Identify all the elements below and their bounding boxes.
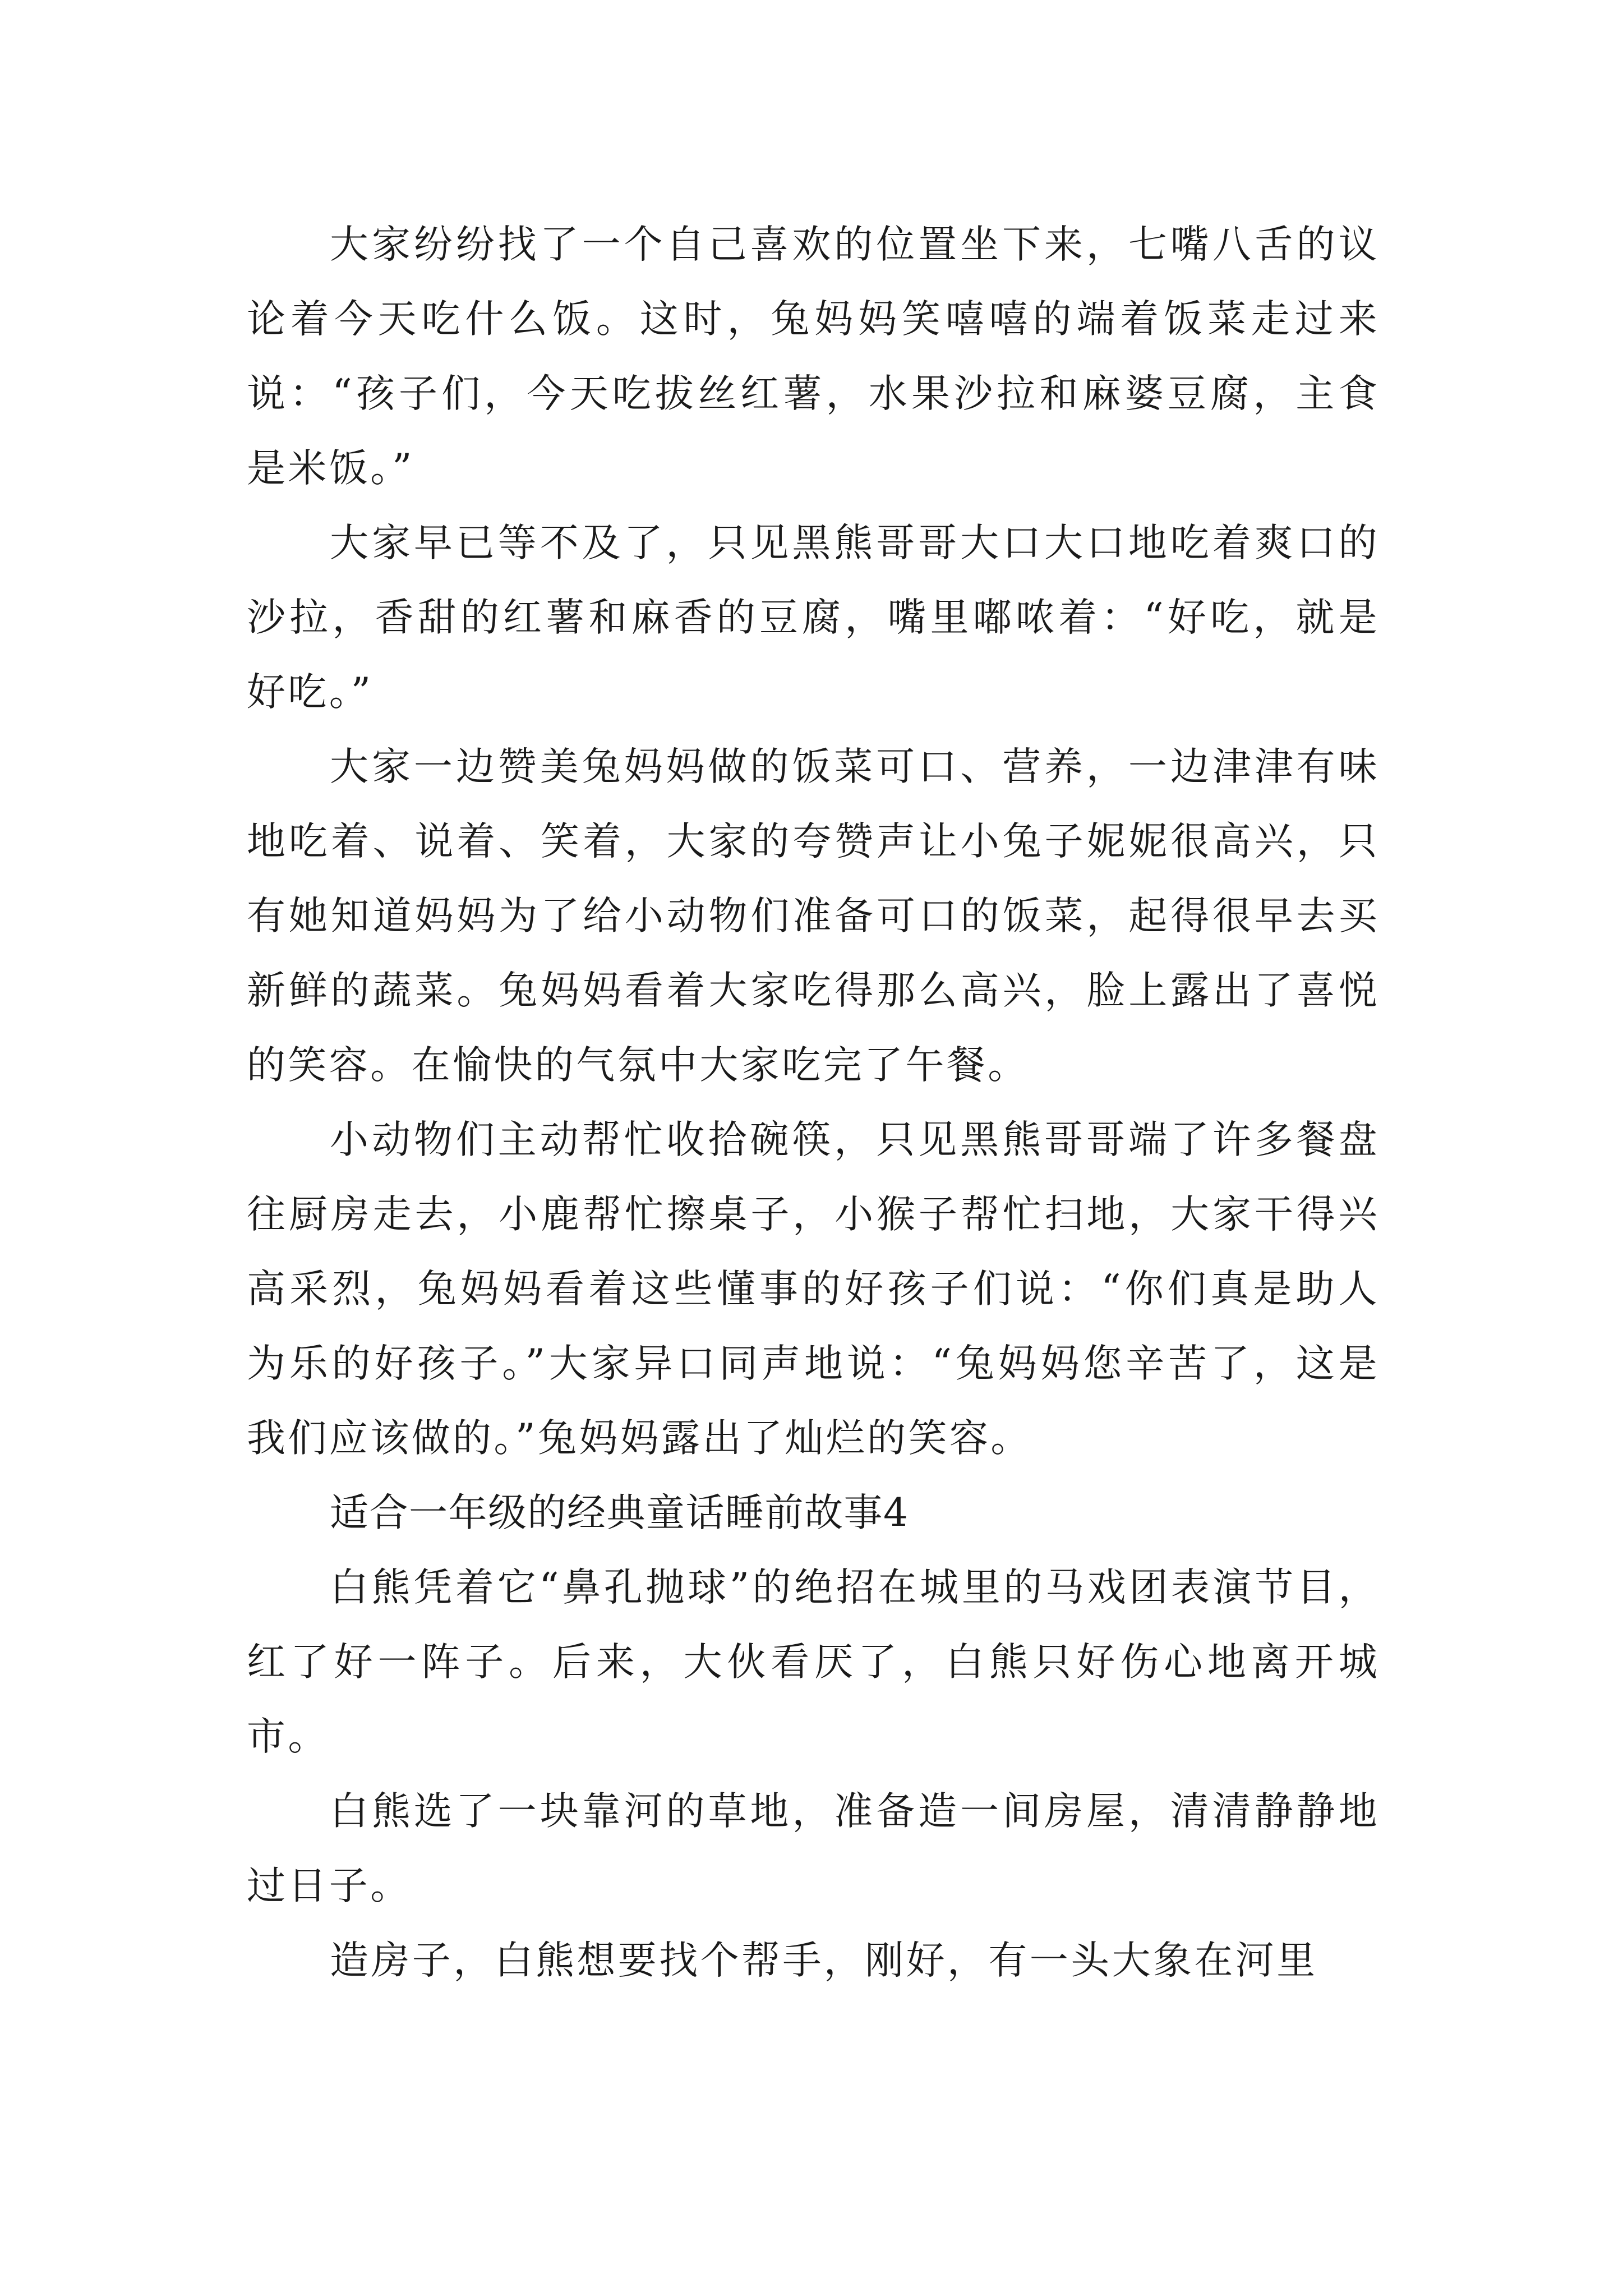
paragraph-praise: 大家一边赞美兔妈妈做的饭菜可口、营养，一边津津有味地吃着、说着、笑着，大家的夸赞声让小兔子妮妮很高兴，只有她知道妈妈为了给小动物们准备可口的饭菜，起得很早去买新鲜的蔬菜。兔妈妈看着大家吃得那么高兴，脸上露出了喜悦的笑容。在愉快的气氛中大家吃完了午餐。 [247,744,1380,1088]
paragraph-white-bear-helper: 造房子，白熊想要找个帮手，刚好，有一头大象在河里 [330,1938,1318,1983]
paragraph-white-bear-house: 白熊选了一块靠河的草地，准备造一间房屋，清清静静地过日子。 [247,1789,1380,1908]
paragraph-seating: 大家纷纷找了一个自己喜欢的位置坐下来，七嘴八舌的议论着今天吃什么饭。这时，兔妈妈笑嘻嘻的端着饭菜走过来说：“孩子们，今天吃拔丝红薯，水果沙拉和麻婆豆腐，主食是米饭。” [247,222,1380,491]
paragraph-white-bear-circus: 白熊凭着它“鼻孔抛球”的绝招在城里的马戏团表演节目，红了好一阵子。后来，大伙看厌了，白熊只好伤心地离开城市。 [247,1565,1380,1759]
document-body [247,208,1380,1998]
paragraph-eating: 大家早已等不及了，只见黑熊哥哥大口大口地吃着爽口的沙拉，香甜的红薯和麻香的豆腐，嘴里嘟哝着：“好吃，就是好吃。” [247,521,1380,715]
section-heading: 适合一年级的经典童话睡前故事4 [330,1490,909,1535]
paragraph-cleanup: 小动物们主动帮忙收拾碗筷，只见黑熊哥哥端了许多餐盘往厨房走去，小鹿帮忙擦桌子，小猴子帮忙扫地，大家干得兴高采烈，兔妈妈看着这些懂事的好孩子们说：“你们真是助人为乐的好孩子。”大家异口同声地说：“兔妈妈您辛苦了，这是我们应该做的。”兔妈妈露出了灿烂的笑容。 [247,1117,1380,1461]
